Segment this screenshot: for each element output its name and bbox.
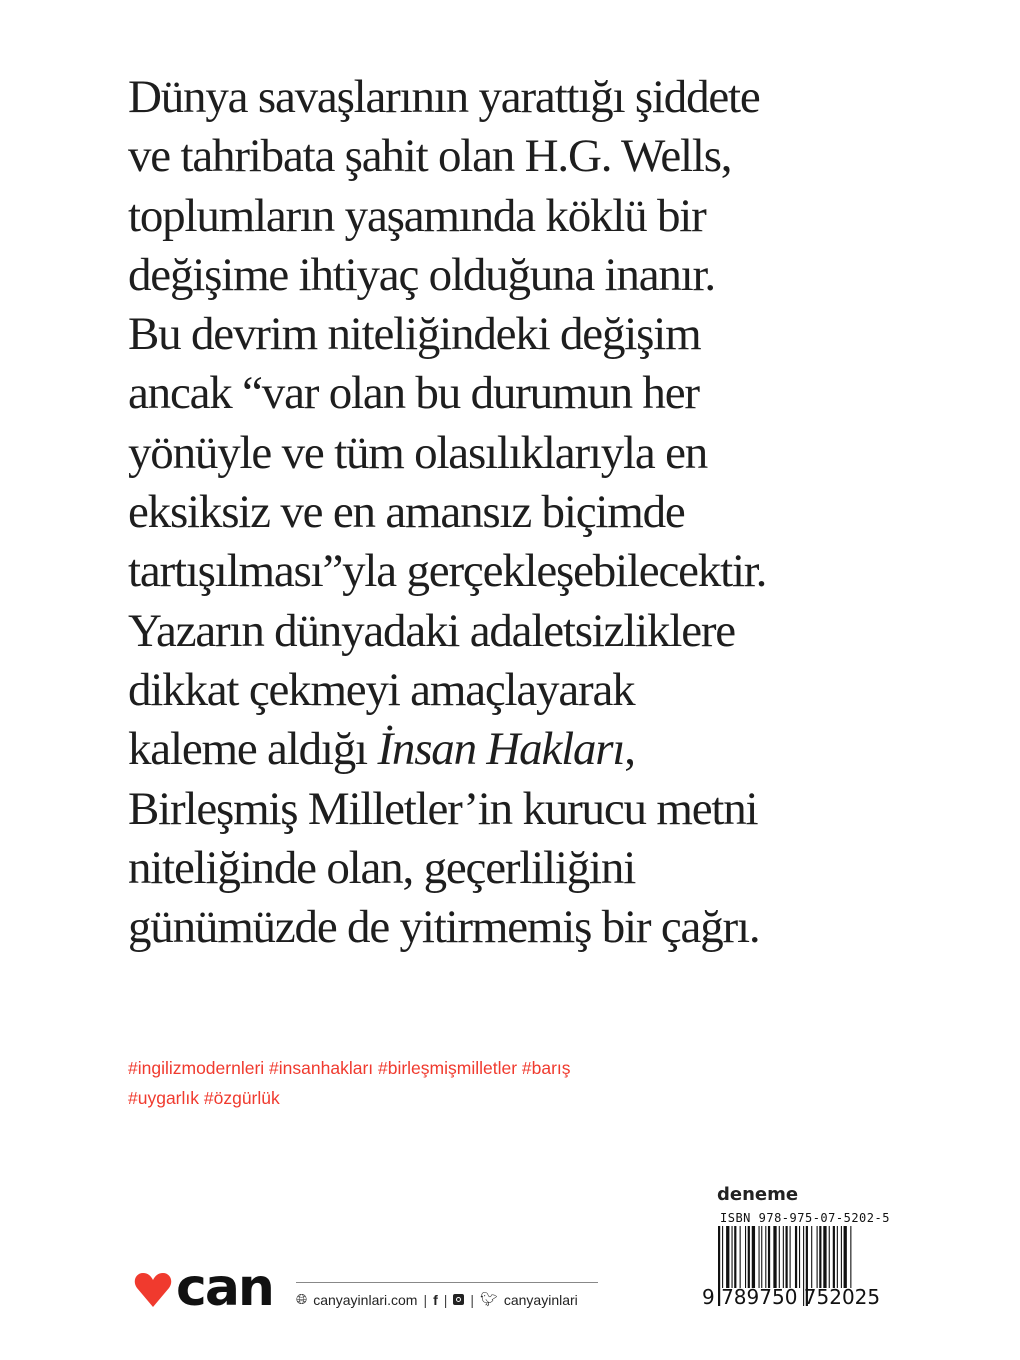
- blurb-line: Dünya savaşlarının yarattığı şiddete: [128, 71, 760, 123]
- blurb-line: değişime ihtiyaç olduğuna inanır.: [128, 248, 715, 301]
- barcode-bar: [765, 1226, 766, 1288]
- instagram-icon[interactable]: [453, 1294, 464, 1305]
- blurb-line: Yazarın dünyadaki adaletsizliklere: [128, 604, 735, 657]
- blurb-text: [128, 68, 766, 957]
- social-links: [296, 1291, 578, 1308]
- barcode-bar: [829, 1226, 830, 1288]
- blurb-line: niteliğinde olan, geçerliliğini: [128, 841, 636, 894]
- comma: ,: [624, 723, 635, 776]
- blurb-line: günümüzde de yitirmemiş bir çağrı.: [128, 901, 760, 954]
- barcode-bar: [799, 1226, 800, 1288]
- barcode-bar: [740, 1226, 741, 1288]
- barcode-bar: [726, 1226, 729, 1288]
- website-link[interactable]: canyayinlari.com: [313, 1291, 418, 1308]
- ean-digits: 9 789750 752025: [702, 1285, 881, 1309]
- hashtags: [128, 1054, 571, 1113]
- barcode-bar: [734, 1226, 736, 1288]
- blurb-line: [128, 720, 766, 779]
- book-title: İnsan Hakları: [377, 723, 625, 776]
- hashtags-line: #ingilizmodernleri #insanhakları #birleşmişmilletler #barış: [128, 1058, 571, 1078]
- barcode-bar: [833, 1226, 835, 1288]
- facebook-icon[interactable]: f: [433, 1291, 438, 1308]
- twitter-icon[interactable]: 🐦︎: [480, 1291, 498, 1307]
- barcode-bar: [811, 1226, 812, 1288]
- barcode-bar: [817, 1226, 818, 1288]
- blurb-line-text: kaleme aldığı: [128, 723, 378, 776]
- barcode-bar: [823, 1226, 826, 1288]
- barcode-bar: [844, 1226, 847, 1288]
- separator: |: [443, 1291, 448, 1308]
- genre-label: deneme: [717, 1184, 799, 1205]
- barcode-bar: [786, 1226, 788, 1288]
- heart-icon: [134, 1272, 172, 1308]
- barcode-bar: [783, 1226, 784, 1288]
- separator: |: [470, 1291, 475, 1308]
- barcode-bar: [745, 1226, 746, 1288]
- blurb-line: yönüyle ve tüm olasılıklarıyla en: [128, 426, 708, 479]
- globe-icon: 🌐︎: [296, 1291, 308, 1307]
- blurb-line: toplumların yaşamında köklü bir: [128, 189, 706, 242]
- barcode-bar: [795, 1226, 797, 1288]
- barcode-bar: [790, 1226, 791, 1288]
- barcode-bar: [850, 1226, 851, 1288]
- barcode-bar: [748, 1226, 750, 1288]
- barcode-bar: [759, 1226, 760, 1288]
- blurb-line: ancak “var olan bu durumun her: [128, 367, 699, 420]
- barcode-bar: [768, 1226, 770, 1288]
- barcode-bar: [841, 1226, 842, 1288]
- barcode-bar: [773, 1226, 776, 1288]
- divider: [296, 1282, 598, 1283]
- barcode-bar: [722, 1226, 723, 1288]
- separator: |: [423, 1291, 428, 1308]
- barcode-bar: [837, 1226, 838, 1288]
- hashtags-line: #uygarlık #özgürlük: [128, 1087, 280, 1108]
- isbn-text: ISBN 978-975-07-5202-5: [720, 1211, 890, 1225]
- blurb-line: tartışılması”yla gerçekleşebilecektir.: [128, 545, 767, 598]
- blurb-line: ve tahribata şahit olan H.G. Wells,: [128, 130, 732, 183]
- barcode-bar: [732, 1226, 733, 1288]
- barcode-bar: [752, 1226, 755, 1288]
- social-handle[interactable]: canyayinlari: [503, 1291, 578, 1308]
- barcode-bar: [779, 1226, 780, 1288]
- barcode-bar: [819, 1226, 821, 1288]
- blurb-line: dikkat çekmeyi amaçlayarak: [128, 663, 635, 716]
- blurb-line: eksiksiz ve en amansız biçimde: [128, 486, 685, 539]
- barcode-bar: [761, 1226, 762, 1288]
- logo-text: can: [176, 1258, 273, 1318]
- publisher-logo: [134, 1258, 273, 1318]
- blurb-line: Birleşmiş Milletler’in kurucu metni: [128, 782, 758, 835]
- blurb-line: Bu devrim niteliğindeki değişim: [128, 308, 701, 361]
